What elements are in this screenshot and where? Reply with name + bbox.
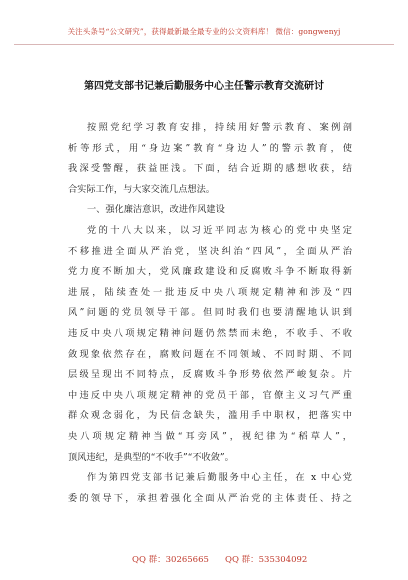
footer [0,553,408,567]
body-line: 违反中央八项规定精神问题仍然禁而未绝，不收手、不收 [68,327,352,339]
body-line: 央八项规定精神当做“耳旁风”，视纪律为“稻草人”， [68,430,352,442]
body-line: 我深受警醒，获益匪浅。下面，结合近期的感想收获，结 [68,163,352,175]
body-line: 党力度不断加大，党风廉政建设和反腐败斗争不断取得新 [68,266,352,278]
body-line: 风”问题的党员领导干部。但同时我们也要清醒地认识到 [68,307,352,319]
body-line: 按照党纪学习教育安排，持续用好警示教育、案例剖 [87,122,352,133]
footer-qq-group-1: QQ 群：30265665 [132,555,209,565]
footer-qq-group-2: QQ 群：535304092 [225,555,308,565]
body-line: 群众观念弱化，为民信念缺失，滥用手中职权，把落实中 [68,410,352,422]
body-line: 析等形式，用“身边案”教育“身边人”的警示教育，使 [68,142,352,154]
document-title: 第四党支部书记兼后勤服务中心主任警示教育交流研讨 [84,81,324,92]
body-line: 党的十八大以来，以习近平同志为核心的党中央坚定 [87,224,352,236]
body-line: 合实际工作，与大家交流几点想法。 [68,183,215,195]
body-line: 一、强化廉洁意识，改进作风建设 [87,204,225,216]
header-divider [14,44,394,45]
body-line: 委的领导下，承担着强化全面从严治党的主体责任、持之 [68,492,352,504]
body-line: 顶风违纪，是典型的“不收手”“不收敛”。 [68,451,234,463]
header-banner: 关注头条号“公文研究”，获得最新最全最专业的公文资料库！ 微信：gongwenyj [67,27,341,36]
body-line: 不移推进全面从严治党，坚决纠治“四风”，全面从严治 [68,245,352,257]
body-line: 作为第四党支部书记兼后勤服务中心主任，在 x 中心党 [87,472,352,484]
body-line: 层级呈现出不同特点，反腐败斗争形势依然严峻复杂。片 [68,369,352,381]
body-line: 敛现象依然存在，腐败问题在不同领域、不同时期、不同 [68,348,352,360]
body-line: 进展，陆续查处一批违反中央八项规定精神和涉及“四 [68,286,352,298]
document-body [68,118,352,509]
body-line: 中违反中央八项规定精神的党员干部，官僚主义习气严重 [68,389,352,401]
